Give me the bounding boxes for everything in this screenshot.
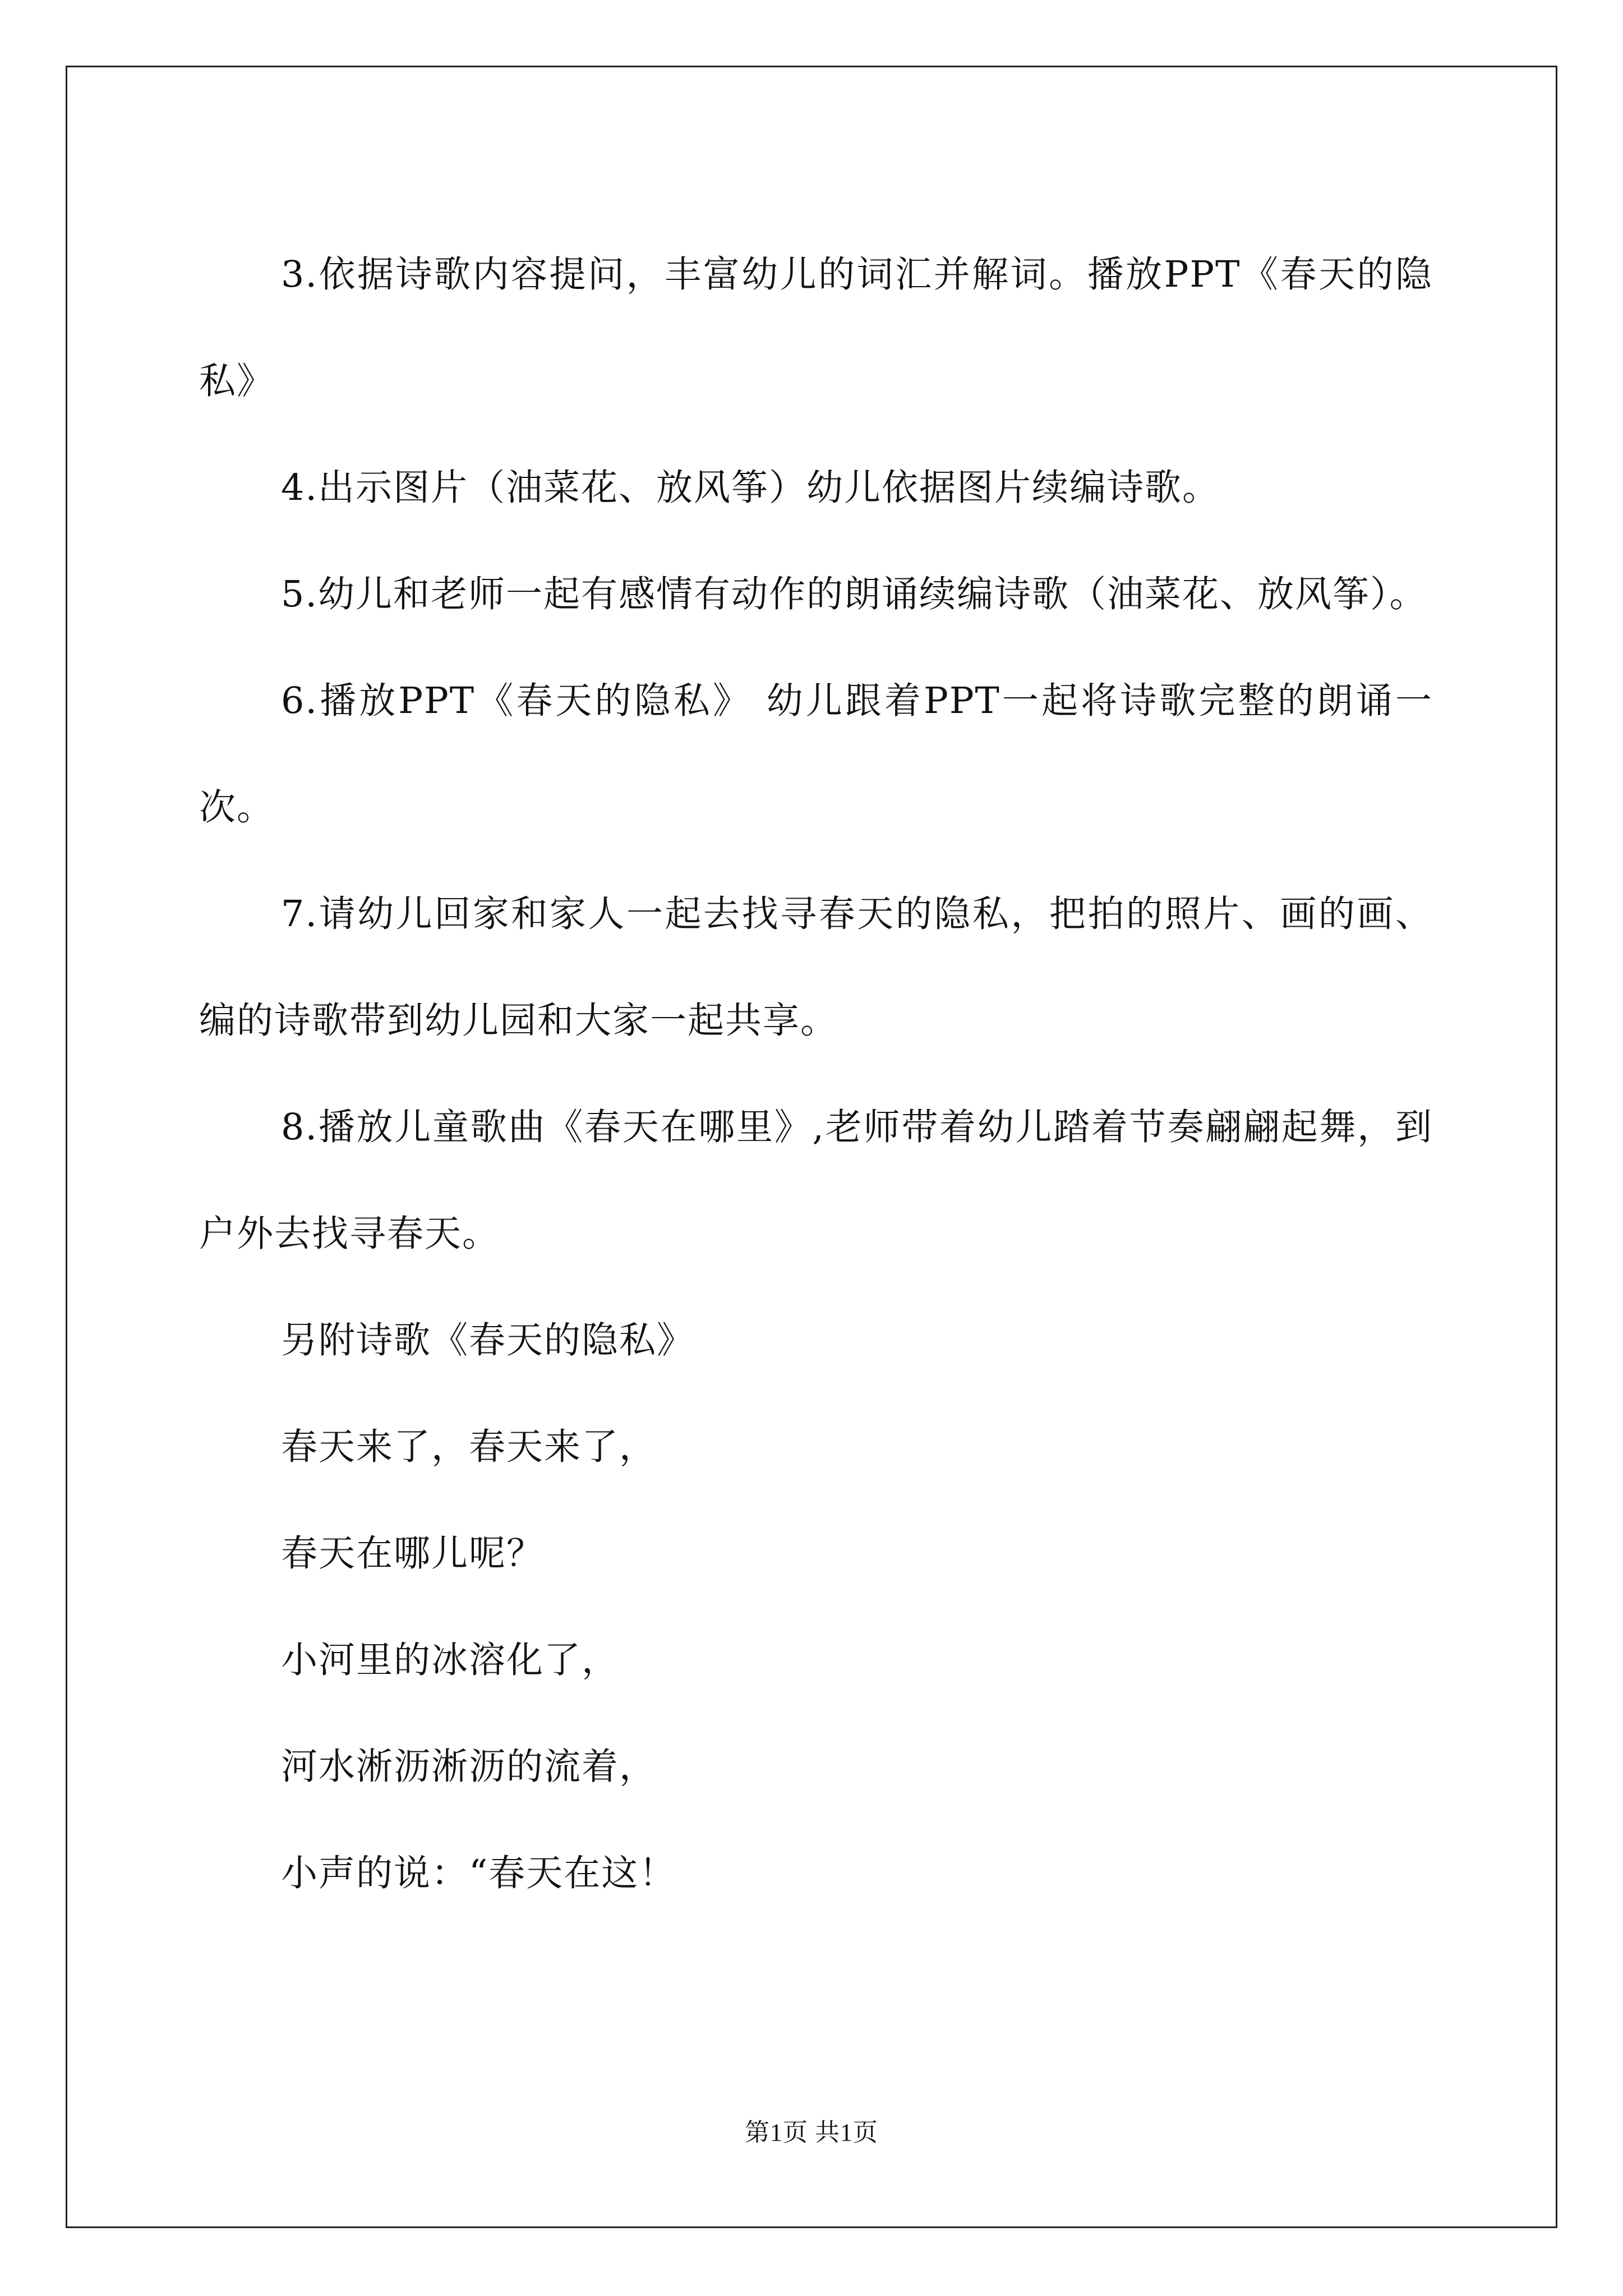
paragraph-step-8: 8.播放儿童歌曲《春天在哪里》,老师带着幼儿踏着节奏翩翩起舞，到户外去找寻春天。 — [199, 1106, 1433, 1255]
poem-line: 春天来了，春天来了， — [281, 1426, 657, 1468]
poem-line: 春天在哪儿呢？ — [281, 1533, 545, 1575]
paragraph-step-3: 3.依据诗歌内容提问，丰富幼儿的词汇并解词。播放PPT《春天的隐私》 — [199, 254, 1433, 402]
paragraph-step-4: 4.出示图片（油菜花、放风筝）幼儿依据图片续编诗歌。 — [281, 467, 1220, 509]
paragraph-step-6: 6.播放PPT《春天的隐私》 幼儿跟着PPT一起将诗歌完整的朗诵一次。 — [199, 680, 1433, 829]
poem-line: 河水淅沥淅沥的流着， — [281, 1746, 657, 1788]
poem-line: 小河里的冰溶化了， — [281, 1639, 620, 1681]
paragraph-step-5: 5.幼儿和老师一起有感情有动作的朗诵续编诗歌（油菜花、放风筝）。 — [281, 573, 1427, 615]
paragraph-step-7: 7.请幼儿回家和家人一起去找寻春天的隐私，把拍的照片、画的画、编的诗歌带到幼儿园和大家一起共享。 — [199, 893, 1433, 1042]
document-body — [199, 222, 1433, 1927]
page-footer: 第1页 共1页 — [745, 2119, 878, 2146]
poem-heading: 另附诗歌《春天的隐私》 — [281, 1319, 695, 1361]
poem-line: 小声的说：“春天在这！ — [281, 1852, 677, 1894]
